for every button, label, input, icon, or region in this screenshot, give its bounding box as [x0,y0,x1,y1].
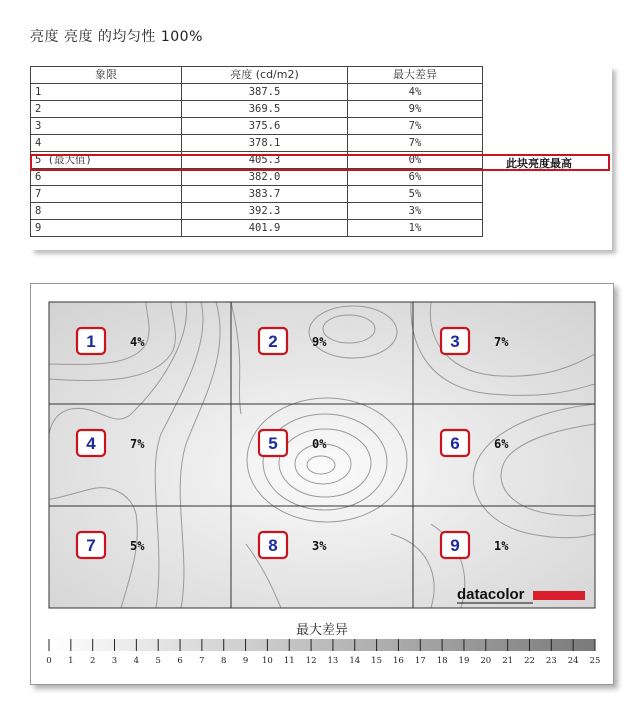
table-row [31,118,483,135]
quadrant-diff: 7% [130,437,145,451]
scale-tick-label: 21 [502,656,514,666]
cell-luminance: 369.5 [182,101,348,118]
cell-max-diff: 3% [348,203,483,220]
quadrant-diff: 3% [312,539,327,553]
cell-quadrant: 2 [31,101,182,118]
cell-max-diff: 4% [348,84,483,101]
scale-tick-label: 15 [371,656,383,666]
uniformity-table-card [30,66,612,250]
quadrant-diff: 1% [494,539,509,553]
quadrant-diff: 7% [494,335,509,349]
table-header-row [31,67,483,84]
scale-tick-label: 7 [199,656,205,666]
quadrant-number: 4 [86,434,96,453]
scale-tick-label: 14 [349,656,361,666]
scale-tick-label: 11 [283,656,295,666]
quadrant-diff: 9% [312,335,327,349]
cell-luminance: 401.9 [182,220,348,237]
scale-bar [49,639,595,651]
scale-tick-label: 16 [393,656,404,666]
cell-max-diff: 0% [348,152,483,169]
table-row [31,135,483,152]
scale-tick-label: 2 [89,656,96,666]
table-row [31,84,483,101]
cell-quadrant: 9 [31,220,182,237]
heatmap-area [49,302,595,608]
quadrant-diff: 0% [312,437,327,451]
scale-tick-label: 13 [327,656,339,666]
scale-tick-label: 3 [111,656,118,666]
cell-luminance: 383.7 [182,186,348,203]
table-row [31,169,483,186]
cell-max-diff: 5% [348,186,483,203]
scale-tick-label: 8 [221,656,227,666]
scale-tick-label: 24 [567,656,579,666]
uniformity-map-card [30,283,614,685]
cell-luminance: 378.1 [182,135,348,152]
cell-luminance: 382.0 [182,169,348,186]
scale-tick-label: 9 [242,656,249,666]
highlight-note: 此块亮度最高 [506,157,572,170]
cell-luminance: 387.5 [182,84,348,101]
cell-quadrant: 3 [31,118,182,135]
scale-tick-label: 6 [177,656,183,666]
quadrant-number: 2 [268,332,278,351]
cell-max-diff: 7% [348,118,483,135]
cell-max-diff: 7% [348,135,483,152]
cell-quadrant: 1 [31,84,182,101]
scale-tick-label: 5 [155,656,161,666]
scale-tick-label: 22 [524,656,535,666]
table-row [31,186,483,203]
header-quadrant: 象限 [31,67,182,84]
uniformity-heatmap [31,284,613,684]
cell-max-diff: 9% [348,101,483,118]
scale-tick-label: 4 [133,656,140,666]
scale-tick-label: 0 [46,656,52,666]
quadrant-number: 3 [450,332,460,351]
scale-tick-label: 20 [480,656,492,666]
uniformity-table [30,66,483,237]
cell-quadrant: 4 [31,135,182,152]
cell-max-diff: 6% [348,169,483,186]
table-row [31,101,483,118]
scale-tick-label: 25 [589,656,601,666]
cell-max-diff: 1% [348,220,483,237]
quadrant-number: 5 [268,434,278,453]
quadrant-number: 6 [450,434,460,453]
cell-quadrant: 7 [31,186,182,203]
cell-quadrant: 5 (最大值) [31,152,182,169]
cell-luminance: 392.3 [182,203,348,220]
quadrant-number: 9 [450,536,460,555]
cell-quadrant: 6 [31,169,182,186]
scale-tick-label: 10 [261,656,273,666]
page-title: 亮度 亮度 的均匀性 100% [30,29,203,45]
quadrant-number: 7 [86,536,96,555]
table-row [31,152,483,169]
header-luminance: 亮度 (cd/m2) [182,67,348,84]
quadrant-number: 8 [268,536,278,555]
quadrant-diff: 6% [494,437,509,451]
quadrant-diff: 5% [130,539,145,553]
scale-title: 最大差异 [295,623,349,638]
scale-tick-label: 19 [458,656,470,666]
scale-tick-label: 12 [305,656,317,666]
table-row [31,220,483,237]
cell-quadrant: 8 [31,203,182,220]
quadrant-diff: 4% [130,335,145,349]
cell-luminance: 375.6 [182,118,348,135]
scale-tick-label: 17 [414,656,426,666]
scale-tick-label: 1 [68,656,74,666]
table-row [31,203,483,220]
scale-tick-label: 18 [436,656,448,666]
scale-tick-label: 23 [545,656,557,666]
cell-luminance: 405.3 [182,152,348,169]
header-max-diff: 最大差异 [348,67,483,84]
quadrant-number: 1 [86,332,96,351]
logo-bar [533,591,585,600]
logo-text: datacolor [457,586,525,603]
